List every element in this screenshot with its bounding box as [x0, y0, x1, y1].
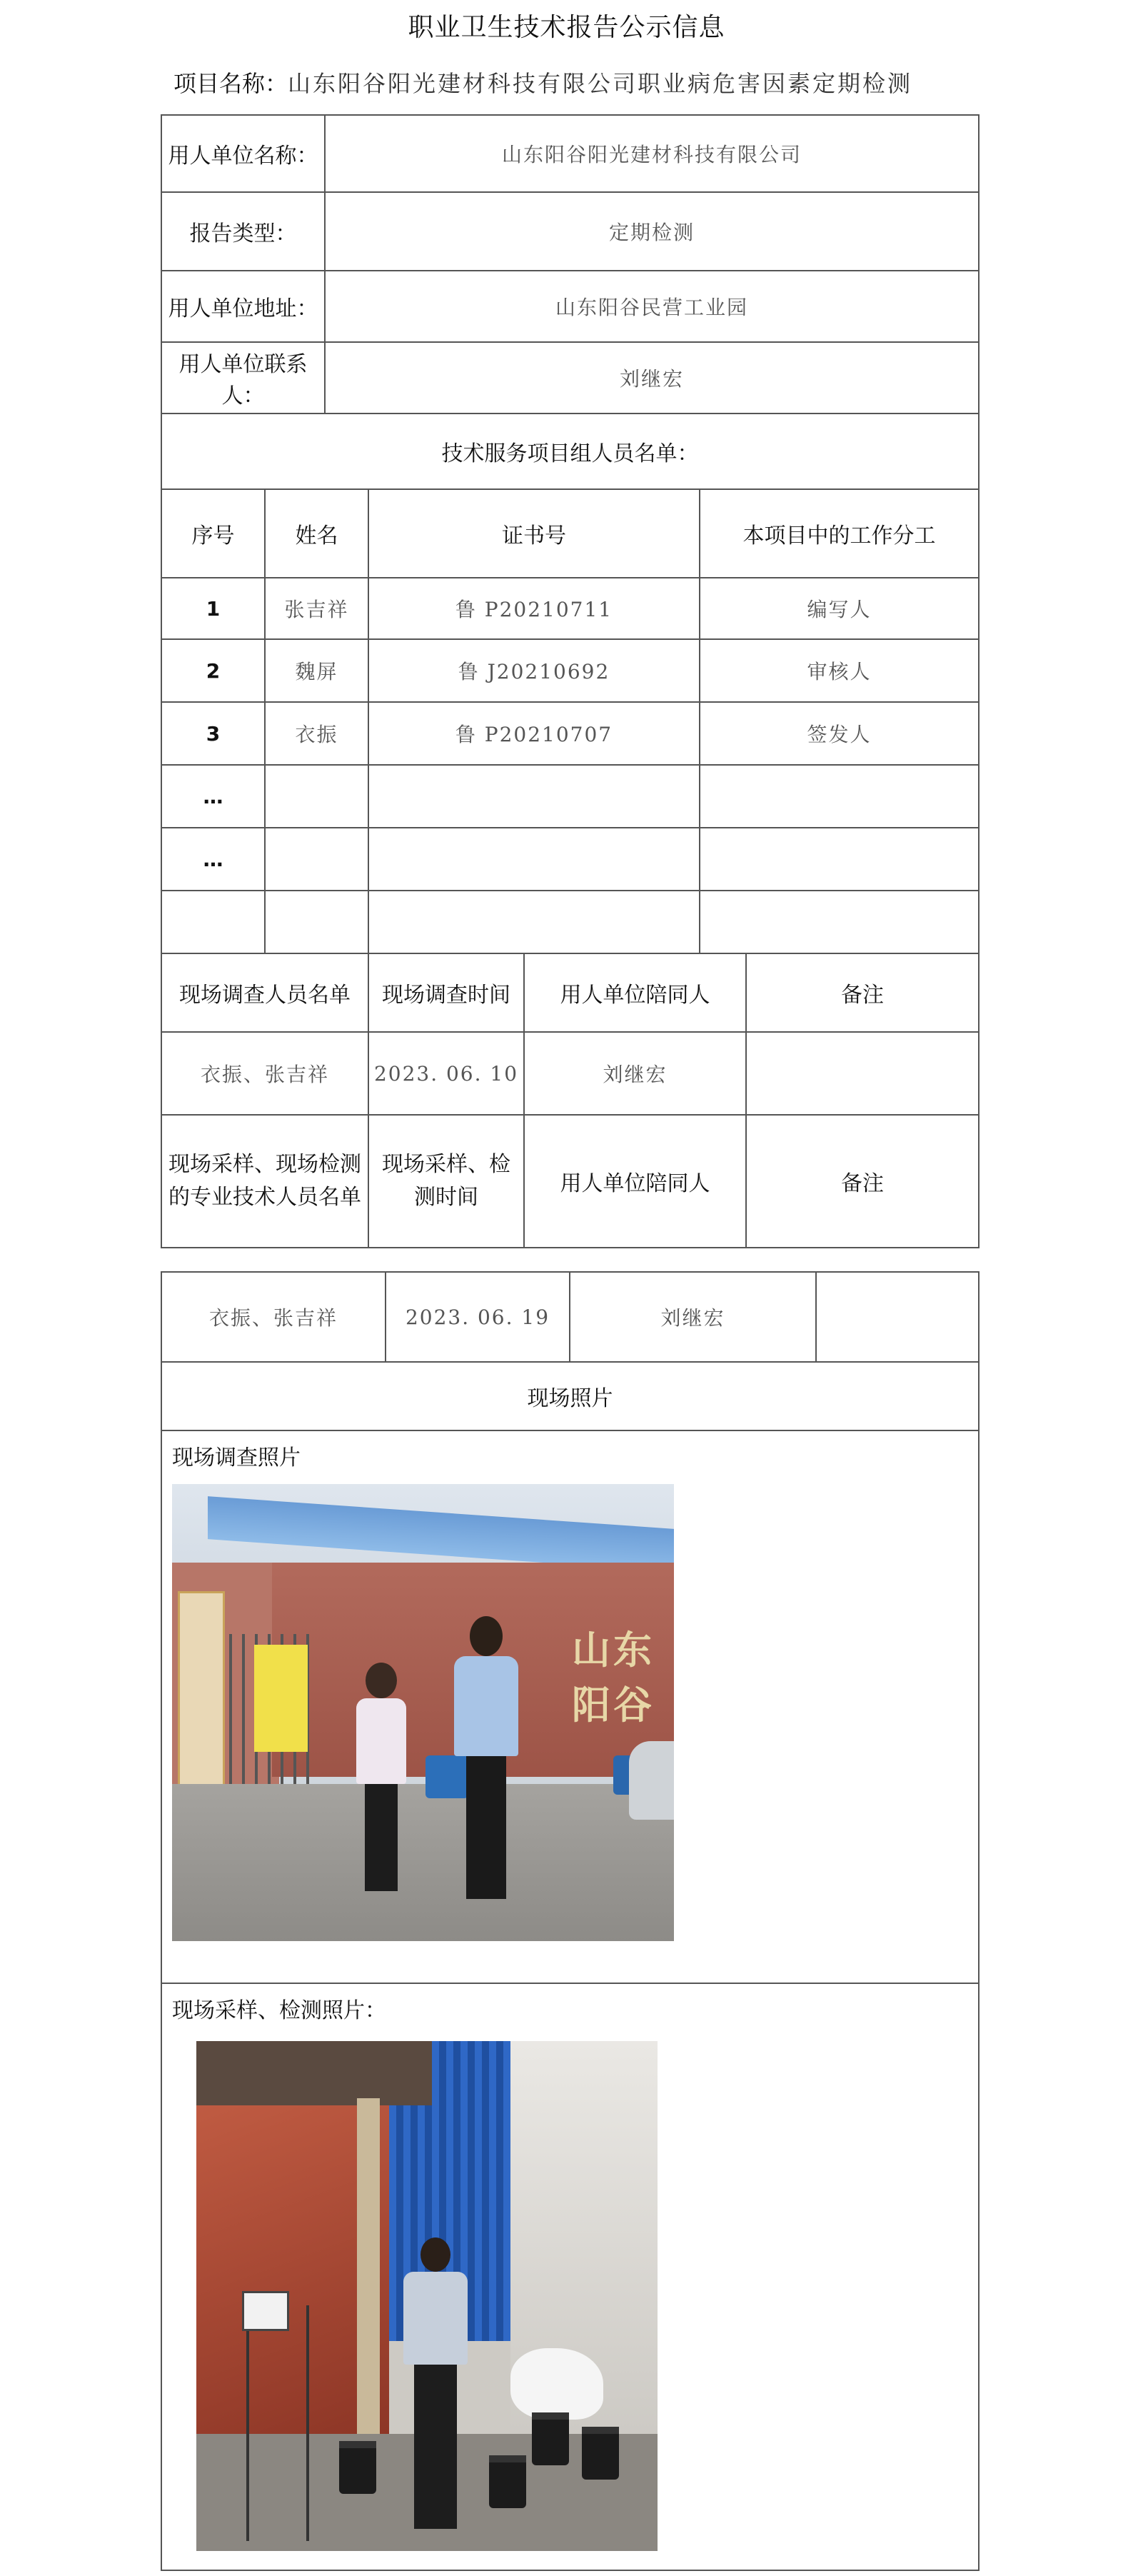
team-cell-name: 魏屏 [265, 639, 368, 702]
photo-vertical-sign [178, 1591, 225, 1795]
photo-poster [254, 1645, 308, 1752]
info-table [161, 114, 980, 1248]
team-col-cert: 证书号 [368, 489, 700, 578]
table-row [161, 891, 979, 953]
table-row [161, 765, 979, 828]
table-row [161, 578, 979, 639]
team-cell-index: … [161, 828, 265, 891]
team-cell-role [700, 765, 979, 828]
photo-bucket [582, 2427, 619, 2480]
survey-col-escort: 用人单位陪同人 [524, 953, 746, 1032]
team-cell-name: 张吉祥 [265, 578, 368, 639]
survey-cell-staff: 衣振、张吉祥 [161, 1032, 368, 1115]
team-cell-index: 3 [161, 702, 265, 765]
project-name: 山东阳谷阳光建材科技有限公司职业病危害因素定期检测 [288, 70, 913, 97]
report-type-value: 定期检测 [325, 192, 979, 271]
survey-cell-escort: 刘继宏 [524, 1032, 746, 1115]
contact-label: 用人单位联系人： [161, 342, 325, 414]
employer-name-value: 山东阳谷阳光建材科技有限公司 [325, 115, 979, 192]
address-value: 山东阳谷民营工业园 [325, 271, 979, 342]
team-cell-index: 1 [161, 578, 265, 639]
photo-person-technician [403, 2237, 468, 2537]
sampling-col-note: 备注 [746, 1115, 979, 1248]
team-cell-cert: 鲁 P20210707 [368, 702, 700, 765]
photo-bucket [489, 2455, 526, 2508]
team-cell-name [265, 828, 368, 891]
contact-value: 刘继宏 [325, 342, 979, 414]
sampling-col-time: 现场采样、检测时间 [368, 1115, 524, 1248]
team-cell-cert [368, 891, 700, 953]
employer-name-label: 用人单位名称： [161, 115, 325, 192]
survey-cell-time: 2023. 06. 10 [368, 1032, 524, 1115]
sampling-col-staff: 现场采样、现场检测的专业技术人员名单 [161, 1115, 368, 1248]
survey-photo-label: 现场调查照片 [172, 1445, 301, 1470]
team-cell-cert: 鲁 J20210692 [368, 639, 700, 702]
table-row [161, 639, 979, 702]
photo-bucket [532, 2412, 569, 2465]
team-cell-name: 衣振 [265, 702, 368, 765]
sampling-cell-time: 2023. 06. 19 [386, 1272, 570, 1362]
team-header: 技术服务项目组人员名单： [161, 414, 979, 489]
table-row [161, 1272, 979, 1362]
sampling-col-escort: 用人单位陪同人 [524, 1115, 746, 1248]
team-cell-cert [368, 765, 700, 828]
sampling-cell-staff: 衣振、张吉祥 [161, 1272, 386, 1362]
survey-photo-cell [161, 1430, 979, 1983]
team-cell-role [700, 828, 979, 891]
team-col-index: 序号 [161, 489, 265, 578]
team-cell-role: 签发人 [700, 702, 979, 765]
sampling-photo-cell [161, 1983, 979, 2570]
table-row [161, 702, 979, 765]
report-type-label: 报告类型： [161, 192, 325, 271]
sampling-cell-escort: 刘继宏 [570, 1272, 816, 1362]
survey-col-note: 备注 [746, 953, 979, 1032]
photo-table [161, 1271, 980, 2571]
table-row [161, 1032, 979, 1115]
address-label: 用人单位地址： [161, 271, 325, 342]
photo-ground [172, 1784, 674, 1941]
page-title: 职业卫生技术报告公示信息 [408, 13, 725, 42]
team-col-name: 姓名 [265, 489, 368, 578]
photo-canopy [196, 2041, 432, 2105]
team-cell-role [700, 891, 979, 953]
photo-bucket [339, 2441, 376, 2494]
survey-photo [172, 1484, 674, 1941]
photo-sampling-device [242, 2291, 289, 2331]
project-label: 项目名称： [173, 70, 288, 97]
photo-wall-lettering: 山东阳谷 [572, 1627, 655, 1728]
sampling-photo-label: 现场采样、检测照片： [172, 1998, 386, 2023]
photo-person-woman [356, 1663, 406, 1891]
team-cell-role: 编写人 [700, 578, 979, 639]
team-cell-name [265, 891, 368, 953]
photo-white-bag [510, 2348, 603, 2420]
team-cell-index: 2 [161, 639, 265, 702]
team-cell-role: 审核人 [700, 639, 979, 702]
team-cell-index [161, 891, 265, 953]
team-cell-index: … [161, 765, 265, 828]
sampling-cell-note [816, 1272, 979, 1362]
project-line [173, 66, 912, 99]
survey-col-staff: 现场调查人员名单 [161, 953, 368, 1032]
photos-header: 现场照片 [161, 1362, 979, 1430]
team-cell-name [265, 765, 368, 828]
survey-col-time: 现场调查时间 [368, 953, 524, 1032]
photo-car [629, 1741, 674, 1820]
photo-tripod [246, 2305, 309, 2541]
photo-person-man [454, 1616, 518, 1902]
table-row [161, 828, 979, 891]
survey-cell-note [746, 1032, 979, 1115]
team-col-role: 本项目中的工作分工 [700, 489, 979, 578]
sampling-photo [196, 2041, 658, 2551]
team-cell-cert [368, 828, 700, 891]
team-cell-cert: 鲁 P20210711 [368, 578, 700, 639]
